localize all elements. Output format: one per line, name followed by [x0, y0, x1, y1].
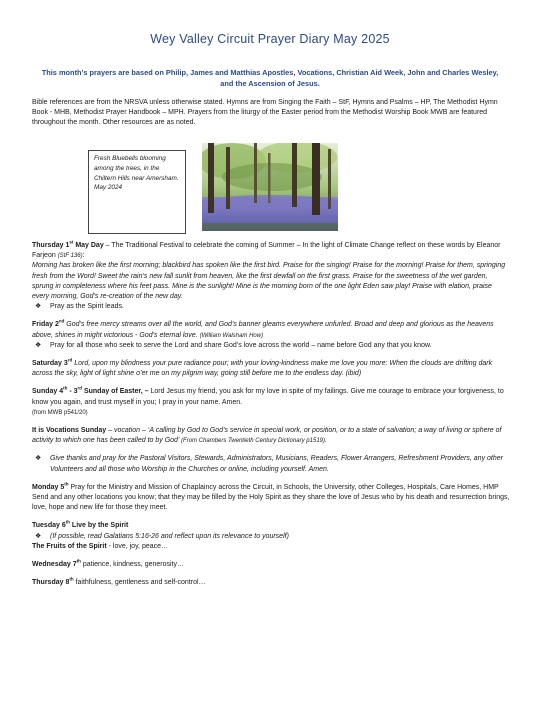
ordinal-suffix: nd [58, 319, 65, 325]
bullet-icon: ❖ [35, 455, 42, 463]
entry-heading: Monday 5 [32, 483, 65, 491]
entry-text: Lord, upon my blindness your pure radiance pour; with your loving-kindness make me love you more: When the clouds are drifting dark across the sky, light of light shine o’er me on my pilgrim way, going still before me to the endless day. (ibid) [32, 360, 493, 378]
prayer-bullet [32, 341, 510, 351]
prayer-bullet [32, 302, 510, 312]
bullet-icon: ❖ [35, 341, 42, 349]
entry-body [32, 483, 510, 514]
entry-may-6 [32, 521, 510, 552]
bullet-text: Pray as the Spirit leads. [50, 303, 124, 311]
entry-heading-rest: May Day [73, 242, 104, 249]
entry-colon: : [82, 252, 85, 260]
ordinal-suffix: th [65, 520, 70, 526]
entry-body [32, 578, 510, 588]
entry-body [32, 426, 510, 446]
entry-reference: (William Walsham How) [199, 332, 264, 339]
entry-may-2 [32, 320, 510, 351]
bullet-icon: ❖ [35, 303, 42, 311]
entry-heading-rest: Live by the Spirit [69, 522, 129, 530]
entry-heading: Saturday 3 [32, 360, 68, 368]
entry-heading: Friday 2 [32, 321, 59, 329]
entry-text: patience, kindness, generosity… [80, 561, 184, 569]
entry-heading: Wednesday 7 [32, 561, 77, 569]
photo-caption: Fresh Bluebells blooming among the trees, in the Chiltern Hills near Amersham. May 2024 [88, 150, 186, 234]
fruits-text: - love, joy, peace… [106, 542, 169, 550]
entry-may-1 [32, 241, 510, 312]
entry-body [32, 387, 510, 407]
entry-reference: (from MWB p541/20) [32, 409, 88, 416]
entry-heading: Sunday 4 [32, 388, 64, 396]
entry-heading: Thursday 1 [32, 242, 70, 249]
entry-heading: Tuesday 6 [32, 522, 66, 530]
hymn-text [32, 261, 510, 302]
entry-text: Pray for the Ministry and Mission of Chaplaincy across the Circuit, in Schools, the University, other Colleges, Hospitals, Care Homes, HMP Send and any other locations you know; that they may be filled by the Holy Spirit as they share the love of Jesus who by his death and resurrection brings, love, hope and new life for those they meet. [32, 483, 510, 512]
bullet-icon: ❖ [35, 532, 42, 540]
ordinal-suffix: th [69, 576, 74, 582]
entry-vocations-sunday [32, 426, 510, 475]
entry-body [32, 359, 510, 379]
entry-body [32, 320, 510, 340]
entry-heading-rest-2: Sunday of Easter, – [82, 388, 149, 396]
entry-may-5 [32, 483, 510, 514]
entry-may-7 [32, 560, 510, 570]
ordinal-suffix: th [76, 558, 81, 564]
entry-reference: (StF 136) [57, 253, 83, 260]
entry-may-8 [32, 578, 510, 588]
entry-heading-line [32, 521, 510, 531]
entry-heading: It is Vocations Sunday [32, 427, 107, 435]
bullet-text: (If possible, read Galatians 5:16-26 and reflect upon its relevance to yourself) [50, 532, 289, 540]
entry-intro [32, 241, 510, 261]
entry-heading: Thursday 8 [32, 579, 70, 587]
bullet-text: Give thanks and pray for the Pastoral Visitors, Stewards, Administrators, Musicians, Readers, Flower Arrangers, Refreshment Providers, any other Volunteers and all those who Worship in the Churches or online, including yourself. Amen. [50, 455, 503, 473]
page-subtitle: This month’s prayers are based on Philip, James and Matthias Apostles, Vocations, Christian Aid Week, John and Charles Wesley, and the Ascension of Jesus. [41, 68, 499, 88]
entry-body [32, 560, 510, 570]
ordinal-suffix: th [63, 386, 68, 392]
entry-text: – vocation – ‘A calling by God to God’s service in special work, or position, or to a state of salvation; a way of living or sphere of activity to which one has been called to by God’ [32, 427, 502, 445]
ordinal-suffix: rd [67, 357, 73, 363]
diary-entries [32, 241, 510, 596]
bluebell-woodland-photo [202, 143, 338, 231]
ordinal-suffix: st [69, 239, 74, 245]
fruits-label: The Fruits of the Spirit [32, 542, 107, 550]
entry-may-3 [32, 359, 510, 379]
prayer-bullet [32, 454, 510, 474]
intro-paragraph: Bible references are from the NRSVA unless otherwise stated. Hymns are from Singing the Faith – StF, Hymns and Psalms – HP, The Methodist Hymn Book - MHB, Methodist Prayer Handbook – MPH. Prayers from the liturgy of the Easter period from the Methodist Worship Book MWB are featured throughout the month. Other resources are as noted. [32, 99, 498, 127]
page-title: Wey Valley Circuit Prayer Diary May 2025 [150, 32, 390, 46]
entry-text: Lord Jesus my friend, you ask for my love in spite of my failings. Give me courage to embrace your forgiveness, to know you again, and trust myself in you; I pray in your name. Amen. [32, 388, 504, 406]
ordinal-suffix-2: rd [77, 386, 82, 392]
hymn-lyrics: Morning has broken like the first morning; blackbird has spoken like the first bird. Praise for the singing! Praise for the morning! Praise for them, springing fresh from the Word! Sweet the rain’s new fall sunlit from heaven, like the first dewfall on the first grass. Praise for the sweetness of the wet garden, sprung in completeness where his feet pass. Mine is the sunlight! Mine is the morning born of the one light Eden saw play! Praise with elation, praise every morning, God’s re-creation of the new day. [32, 262, 506, 301]
entry-reference: (From Chambers Twentieth Century Dictionary p1519). [181, 438, 327, 445]
fruits-line [32, 542, 510, 552]
entry-heading-rest: - 3 [67, 388, 78, 396]
bullet-text: Pray for all those who seek to serve the Lord and share God’s love across the world – name before God any that you know. [50, 341, 432, 349]
entry-text: – The Traditional Festival to celebrate the coming of Summer – In the light of Climate Change reflect on these words by Eleanor Farjeon [32, 242, 501, 260]
entry-may-4 [32, 387, 510, 418]
prayer-bullet [32, 532, 510, 542]
ordinal-suffix: th [64, 481, 69, 487]
entry-text: faithfulness, gentleness and self-control… [73, 579, 206, 587]
entry-text: God’s free mercy streams over all the world, and God’s banner gleams everywhere unfurled. Broad and deep and glorious as the heavens above, shines in might victorious - God’s eternal love. [32, 321, 494, 339]
